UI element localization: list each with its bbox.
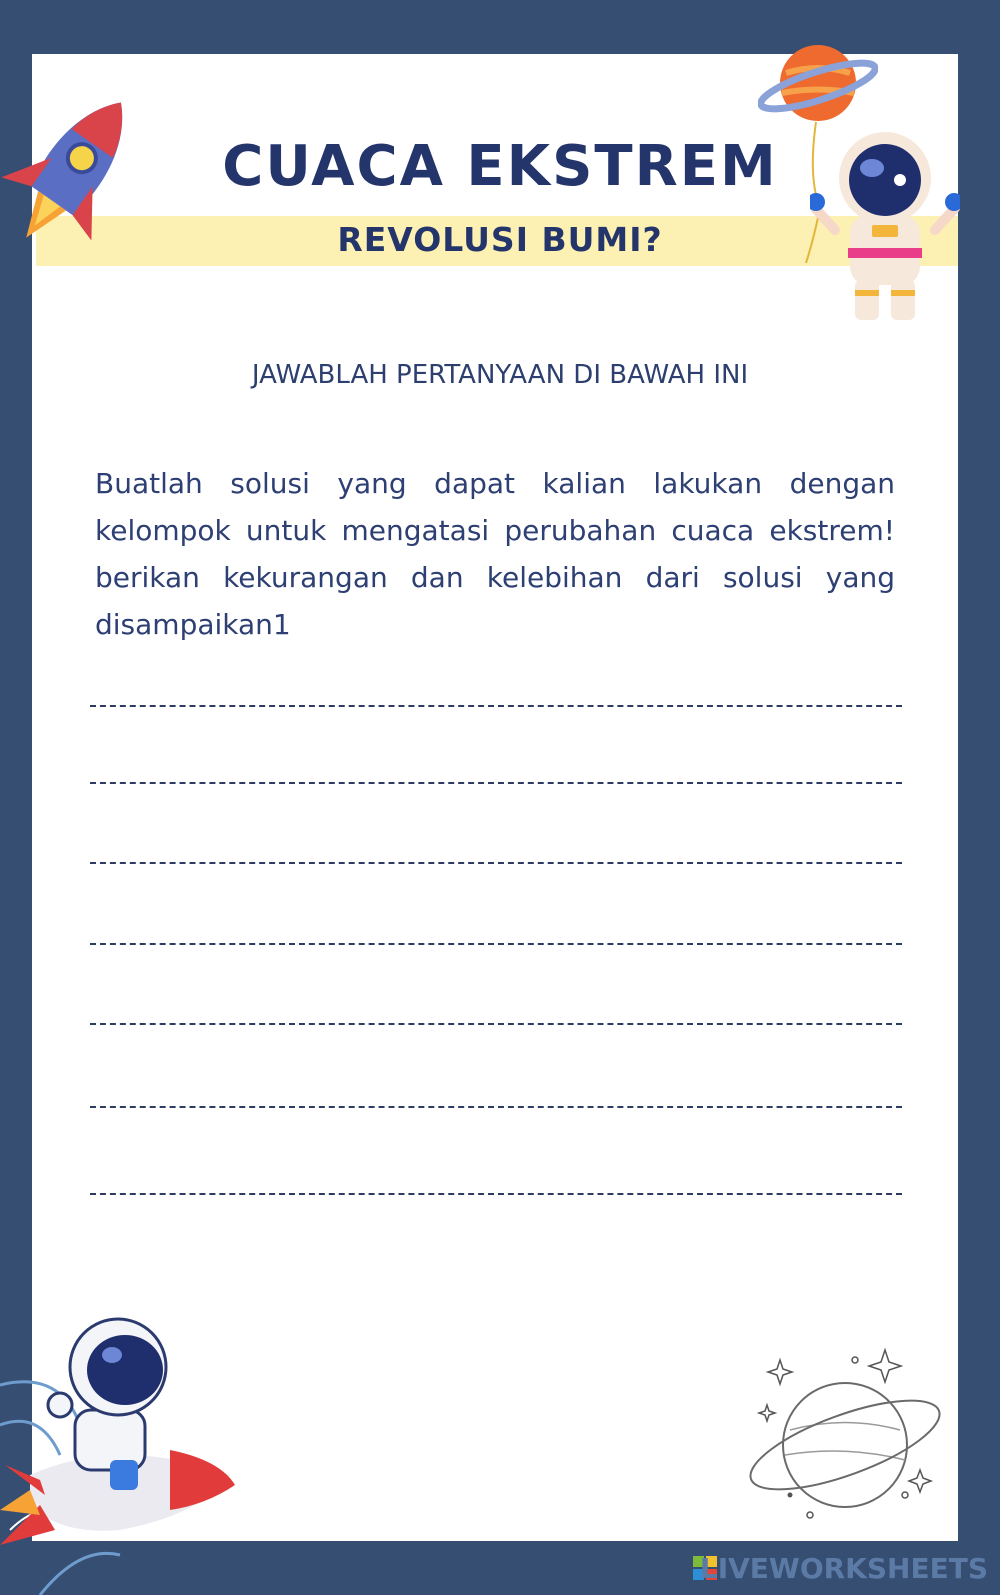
- answer-line[interactable]: [90, 943, 902, 945]
- worksheet-title: CUACA EKSTREM: [222, 134, 778, 199]
- answer-line[interactable]: [90, 705, 902, 707]
- answer-line[interactable]: [90, 1106, 902, 1108]
- astronaut-on-rocket-icon: [0, 1315, 245, 1595]
- brand-wordmark: LIVEWORKSHEETS: [699, 1552, 988, 1585]
- answer-line[interactable]: [90, 782, 902, 784]
- rocket-icon: [0, 78, 150, 258]
- answer-line[interactable]: [90, 1193, 902, 1195]
- question-text: Buatlah solusi yang dapat kalian lakukan dengan kelompok untuk mengatasi perubahan cuaca ekstrem! berikan kekurangan dan kelebihan dari solusi yang disampaikan1: [95, 467, 895, 641]
- astronaut-icon: [810, 130, 960, 330]
- answer-line[interactable]: [90, 862, 902, 864]
- worksheet-subtitle: REVOLUSI BUMI?: [337, 220, 663, 259]
- planet-outline-icon: [745, 1345, 950, 1535]
- sparkle-icon: [768, 1360, 792, 1384]
- instruction-text: JAWABLAH PERTANYAAN DI BAWAH INI: [251, 360, 749, 390]
- answer-line[interactable]: [90, 1023, 902, 1025]
